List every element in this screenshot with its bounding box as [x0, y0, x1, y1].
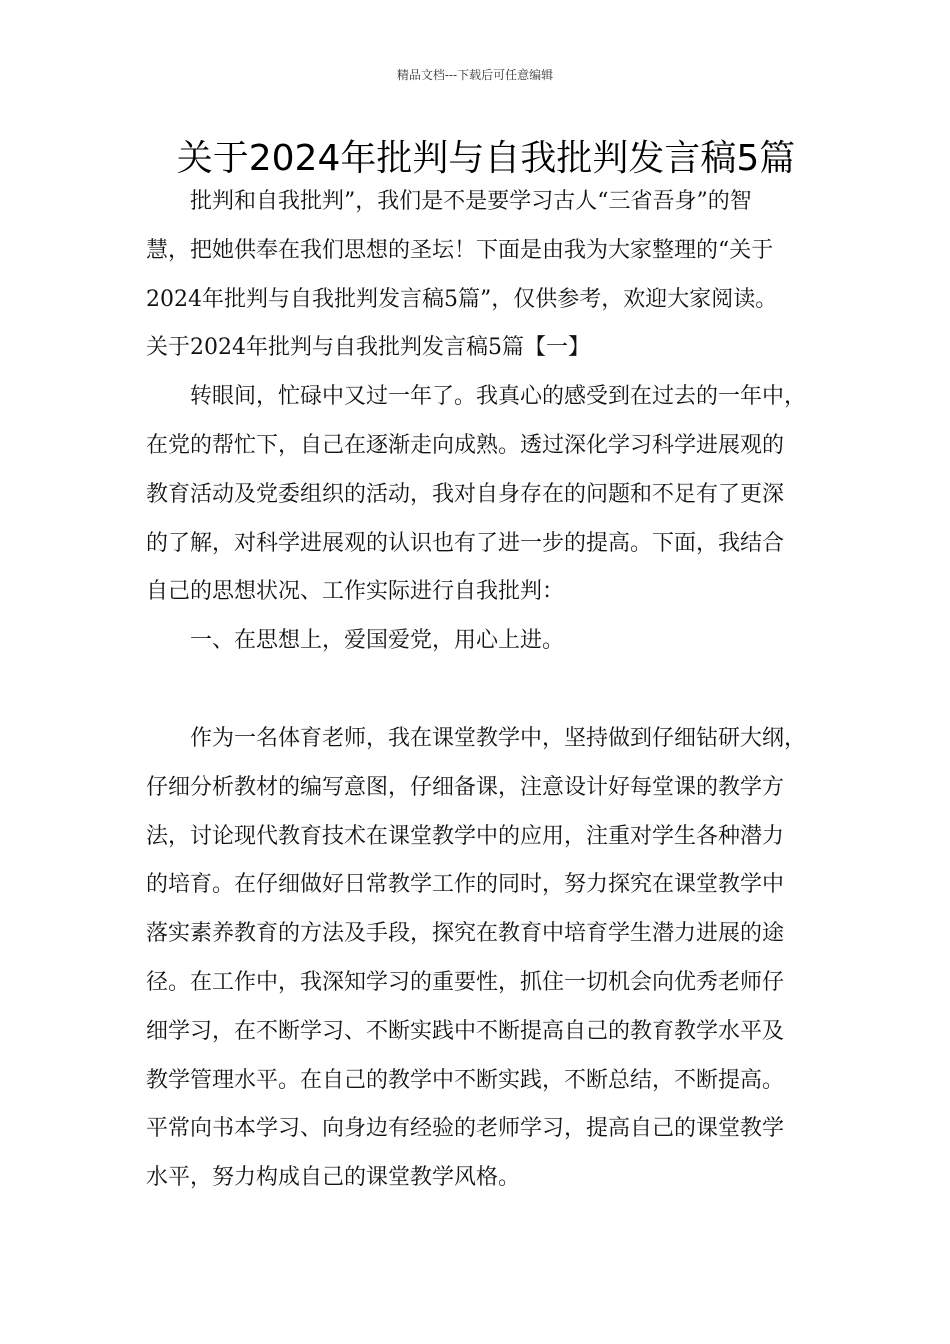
paragraph-line: 教学管理水平。在自己的教学中不断实践，不断总结，不断提高。: [146, 1067, 785, 1093]
blank-line: [146, 666, 818, 715]
intro-line: 批判和自我批判”，我们是不是要学习古人“三省吾身”的智: [190, 189, 752, 214]
paragraph-line: 平常向书本学习、向身边有经验的老师学习，提高自己的课堂教学: [146, 1116, 785, 1142]
paragraph-line: 法，讨论现代教育技术在课堂教学中的应用，注重对学生各种潜力: [146, 823, 785, 849]
page-header: 精品文档---下载后可任意编辑: [396, 68, 554, 82]
paragraph-line: 落实素养教育的方法及手段，探究在教育中培育学生潜力进展的途: [146, 921, 785, 947]
section-heading: 关于2024年批判与自我批判发言稿5篇【一】: [146, 335, 590, 361]
paragraph-line: 水平，努力构成自己的课堂教学风格。: [146, 1165, 521, 1191]
paragraph-line: 的培育。在仔细做好日常教学工作的同时，努力探究在课堂教学中: [146, 872, 785, 898]
point-heading: 一、在思想上，爱国爱党，用心上进。: [190, 628, 565, 654]
paragraph-line: 仔细分析教材的编写意图，仔细备课，注意设计好每堂课的教学方: [146, 774, 785, 800]
paragraph-line: 细学习，在不断学习、不断实践中不断提高自己的教育教学水平及: [146, 1018, 785, 1044]
paragraph-line: 径。在工作中，我深知学习的重要性，抓住一切机会向优秀老师仔: [146, 969, 785, 995]
paragraph-line: 自己的思想状况、工作实际进行自我批判：: [146, 579, 565, 605]
intro-line: 2024年批判与自我批判发言稿5篇”，仅供参考，欢迎大家阅读。: [146, 286, 778, 312]
paragraph-line: 的了解，对科学进展观的认识也有了进一步的提高。下面，我结合: [146, 530, 785, 556]
document-title: 关于2024年批判与自我批判发言稿5篇: [176, 138, 796, 179]
paragraph-line: 在党的帮忙下，自己在逐渐走向成熟。透过深化学习科学进展观的: [146, 432, 785, 458]
intro-line: 慧，把她供奉在我们思想的圣坛！下面是由我为大家整理的“关于: [146, 237, 774, 263]
document-body: [146, 178, 818, 1203]
paragraph-line: 教育活动及党委组织的活动，我对自身存在的问题和不足有了更深: [146, 481, 785, 507]
paragraph-line: 转眼间，忙碌中又过一年了。我真心的感受到在过去的一年中，: [190, 384, 807, 410]
paragraph-line: 作为一名体育老师，我在课堂教学中，坚持做到仔细钻研大纲，: [190, 725, 807, 751]
